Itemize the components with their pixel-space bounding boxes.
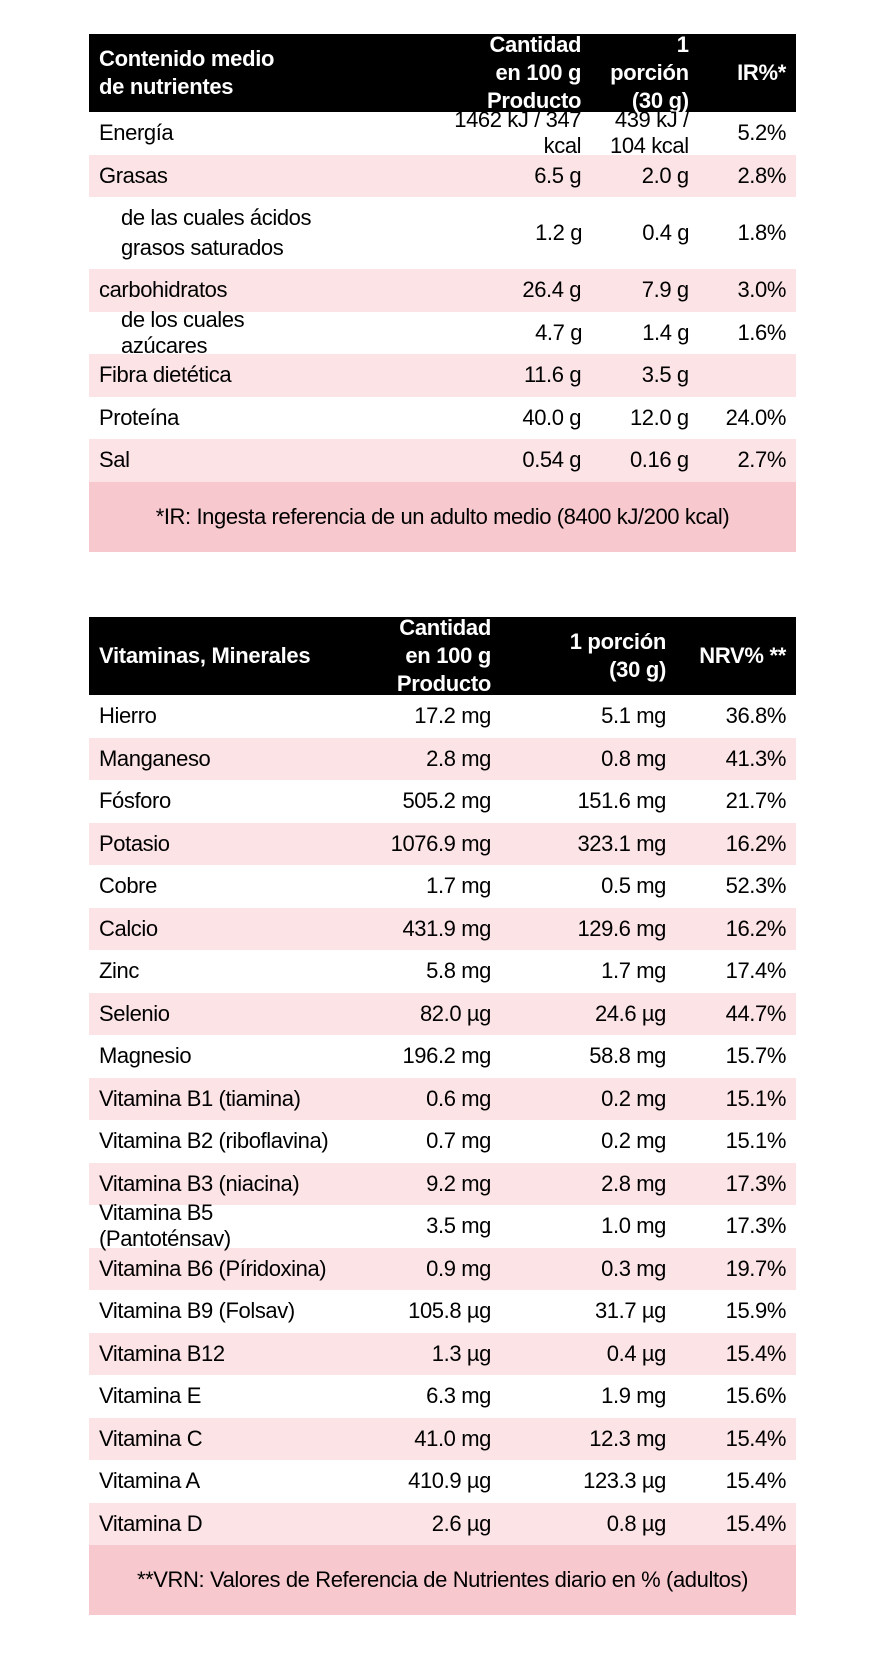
nrv-percent: 17.4% [725,958,786,984]
nutrient-table [89,34,796,552]
vitamin-name: Zinc [99,958,139,984]
nrv-percent: 15.7% [725,1043,786,1069]
amount-per-portion: 2.8 mg [601,1170,666,1196]
vitamin-name: Vitamina B9 (Folsav) [99,1298,295,1324]
nutrient-name: carbohidratos [99,277,228,303]
ir-percent: 1.6% [737,319,786,345]
amount-per-portion: 1.7 mg [601,958,666,984]
nrv-percent: 19.7% [725,1255,786,1281]
table-row [89,439,796,482]
ir-percent: 1.8% [737,220,786,245]
amount-per-100g: 4.7 g [535,319,583,345]
amount-per-100g: 40.0 g [522,404,582,430]
amount-per-portion: 1.9 mg [601,1383,666,1409]
amount-per-portion: 31.7 µg [594,1298,666,1324]
amount-per-portion: 0.2 mg [601,1128,666,1154]
amount-per-100g: 6.5 g [534,162,582,188]
table-row [89,197,796,269]
ir-percent: 5.2% [737,120,786,146]
header-per100: Cantidad en 100 g Producto [396,615,491,696]
nrv-percent: 41.3% [725,745,786,771]
nrv-percent: 15.4% [725,1468,786,1494]
amount-per-portion: 0.16 g [629,447,689,473]
amount-per-portion: 7.9 g [641,277,689,303]
table-row [89,1503,796,1546]
vitamin-table-header [89,617,796,695]
vitamin-name: Potasio [99,830,170,856]
table-row [89,738,796,781]
amount-per-100g: 9.2 mg [426,1170,491,1196]
nutrient-name: de las cuales ácidos grasos saturados [121,205,312,260]
nutrient-table-header [89,34,796,112]
vitamin-name: Vitamina B6 (Píridoxina) [99,1255,327,1281]
vitamin-name: Vitamina A [99,1468,200,1494]
nutrient-footnote: *IR: Ingesta referencia de un adulto medio (8400 kJ/200 kcal) [89,482,796,552]
amount-per-portion: 0.5 mg [601,873,666,899]
nrv-percent: 15.4% [725,1340,786,1366]
amount-per-portion: 24.6 µg [594,1000,666,1026]
amount-per-portion: 323.1 mg [577,830,666,856]
amount-per-portion: 12.3 mg [589,1425,666,1451]
amount-per-portion: 123.3 µg [583,1468,666,1494]
nrv-percent: 15.1% [725,1085,786,1111]
table-row [89,397,796,440]
amount-per-100g: 410.9 µg [408,1468,491,1494]
vitamin-name: Vitamina B5 (Pantoténsav) [99,1200,231,1252]
table-row [89,1418,796,1461]
table-row [89,269,796,312]
vitamin-name: Vitamina C [99,1425,203,1451]
amount-per-portion: 12.0 g [629,404,689,430]
amount-per-100g: 11.6 g [524,362,582,388]
amount-per-100g: 41.0 mg [414,1425,491,1451]
nutrient-name: Fibra dietética [99,362,232,388]
nrv-percent: 21.7% [725,788,786,814]
vitamin-name: Calcio [99,915,158,941]
nrv-percent: 16.2% [725,915,786,941]
header-portion: 1 porción (30 g) [610,32,689,113]
table-row [89,950,796,993]
header-nutrient-label: Contenido medio de nutrientes [99,46,275,99]
ir-percent: 24.0% [725,404,786,430]
amount-per-portion: 0.8 µg [606,1510,666,1536]
vitamin-name: Vitamina B1 (tiamina) [99,1085,301,1111]
vitamin-name: Hierro [99,703,157,729]
header-nrv: NRV% ** [699,643,786,668]
nrv-percent: 44.7% [725,1000,786,1026]
table-row [89,1333,796,1376]
table-row [89,823,796,866]
vitamin-name: Vitamina B2 (riboflavina) [99,1128,329,1154]
amount-per-100g: 431.9 mg [402,915,491,941]
amount-per-100g: 0.7 mg [426,1128,491,1154]
amount-per-portion: 0.4 g [642,220,690,245]
amount-per-100g: 0.9 mg [426,1255,491,1281]
header-ir: IR%* [737,60,786,85]
nrv-percent: 17.3% [725,1213,786,1239]
amount-per-100g: 1.3 µg [431,1340,491,1366]
amount-per-100g: 1.7 mg [426,873,491,899]
vitamin-name: Manganeso [99,745,211,771]
amount-per-portion: 439 kJ / 104 kcal [609,107,689,159]
nutrient-rows [89,107,796,482]
table-row [89,1035,796,1078]
amount-per-portion: 2.0 g [641,162,689,188]
vitamin-name: Vitamina E [99,1383,201,1409]
vitamin-name: Cobre [99,873,157,899]
nutrient-name: Proteína [99,404,179,430]
nrv-percent: 36.8% [725,703,786,729]
table-row [89,695,796,738]
vitamin-name: Vitamina D [99,1510,203,1536]
table-row [89,908,796,951]
amount-per-portion: 0.3 mg [601,1255,666,1281]
amount-per-100g: 1076.9 mg [390,830,491,856]
table-row [89,1120,796,1163]
nutrient-name: Grasas [99,162,168,188]
amount-per-100g: 2.8 mg [426,745,491,771]
nrv-percent: 15.4% [725,1510,786,1536]
amount-per-100g: 17.2 mg [414,703,491,729]
table-row [89,155,796,198]
nrv-percent: 15.9% [725,1298,786,1324]
table-row [89,993,796,1036]
nutrient-name: de los cuales azúcares [121,306,245,358]
vitamin-name: Selenio [99,1000,170,1026]
amount-per-100g: 196.2 mg [402,1043,491,1069]
amount-per-100g: 1462 kJ / 347 kcal [454,107,582,159]
amount-per-100g: 6.3 mg [426,1383,491,1409]
table-row [89,1290,796,1333]
table-row [89,107,796,159]
vitamin-name: Vitamina B3 (niacina) [99,1170,300,1196]
amount-per-portion: 0.8 mg [601,745,666,771]
nrv-percent: 15.1% [725,1128,786,1154]
amount-per-100g: 0.54 g [522,447,582,473]
header-portion: 1 porción (30 g) [569,629,666,682]
amount-per-portion: 1.4 g [642,319,690,345]
amount-per-portion: 5.1 mg [601,703,666,729]
amount-per-portion: 3.5 g [641,362,689,388]
amount-per-100g: 26.4 g [522,277,582,303]
ir-percent: 2.8% [737,162,786,188]
amount-per-100g: 2.6 µg [431,1510,491,1536]
table-row [89,354,796,397]
ir-percent: 3.0% [737,277,786,303]
nrv-percent: 52.3% [725,873,786,899]
vitamin-footnote: **VRN: Valores de Referencia de Nutrientes diario en % (adultos) [89,1545,796,1615]
table-row [89,1200,796,1252]
amount-per-100g: 3.5 mg [426,1213,491,1239]
table-row [89,1248,796,1291]
header-vitamin-label: Vitaminas, Minerales [99,643,311,668]
amount-per-100g: 0.6 mg [426,1085,491,1111]
table-row [89,780,796,823]
amount-per-portion: 151.6 mg [577,788,666,814]
vitamin-name: Magnesio [99,1043,192,1069]
nutrient-name: Sal [99,447,130,473]
table-row [89,1078,796,1121]
amount-per-portion: 0.2 mg [601,1085,666,1111]
vitamin-name: Vitamina B12 [99,1340,225,1366]
amount-per-portion: 0.4 µg [606,1340,666,1366]
vitamin-table [89,617,796,1615]
nrv-percent: 15.6% [725,1383,786,1409]
table-row [89,1375,796,1418]
amount-per-portion: 129.6 mg [577,915,666,941]
table-row [89,306,796,358]
nutrient-name: Energía [99,120,174,146]
table-row [89,865,796,908]
nrv-percent: 15.4% [725,1425,786,1451]
header-per100: Cantidad en 100 g Producto [487,32,582,113]
vitamin-name: Fósforo [99,788,171,814]
amount-per-100g: 5.8 mg [426,958,491,984]
table-row [89,1460,796,1503]
vitamin-rows [89,695,796,1545]
ir-percent: 2.7% [737,447,786,473]
nrv-percent: 16.2% [725,830,786,856]
amount-per-portion: 1.0 mg [601,1213,666,1239]
amount-per-100g: 505.2 mg [402,788,491,814]
amount-per-100g: 105.8 µg [408,1298,491,1324]
amount-per-100g: 82.0 µg [419,1000,491,1026]
amount-per-portion: 58.8 mg [589,1043,666,1069]
amount-per-100g: 1.2 g [535,220,583,245]
table-row [89,1163,796,1206]
nrv-percent: 17.3% [725,1170,786,1196]
